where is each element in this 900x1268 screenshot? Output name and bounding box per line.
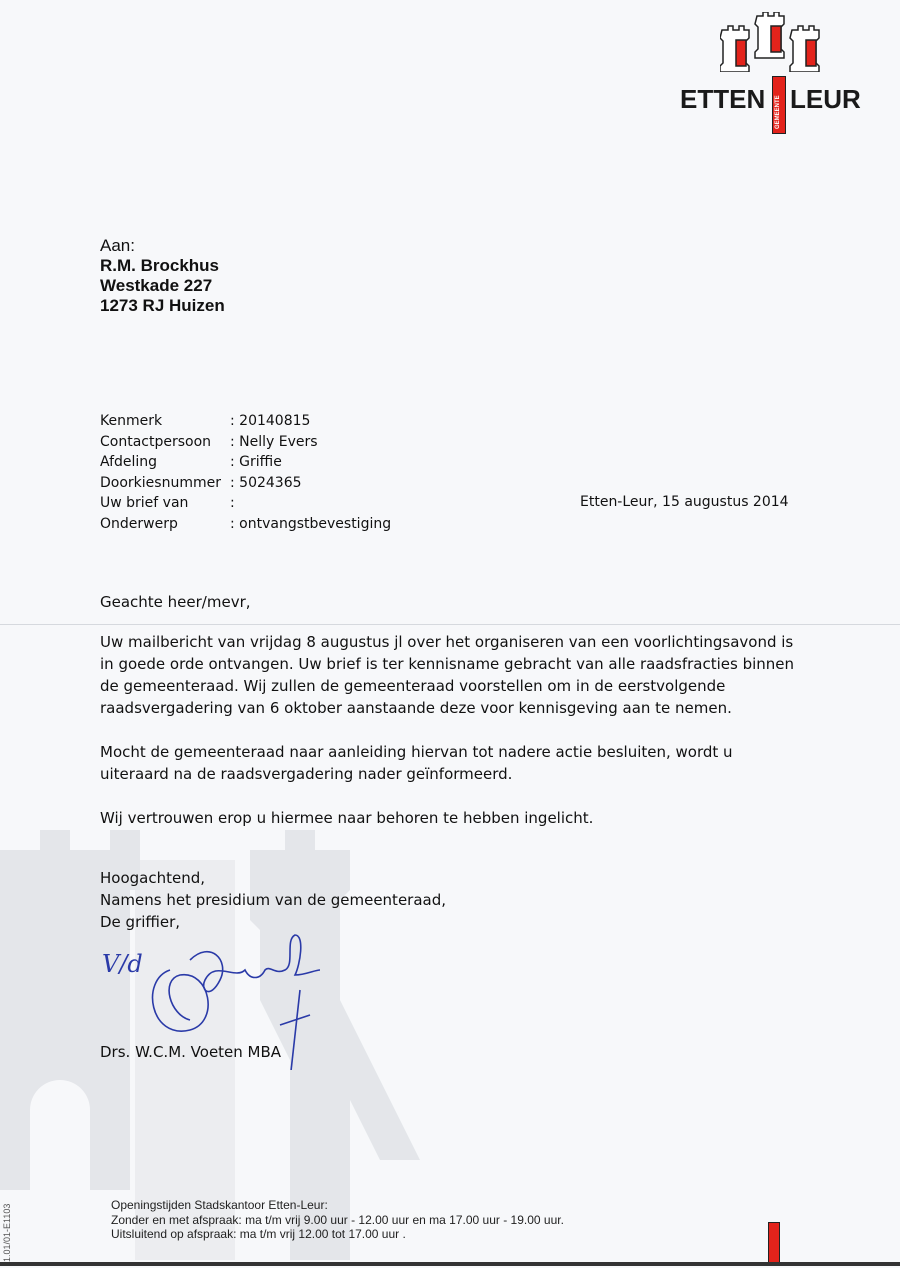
paragraph: Wij vertrouwen erop u hiermee naar behoren te hebben ingelicht. <box>100 809 594 827</box>
signatory-name: Drs. W.C.M. Voeten MBA <box>100 1043 282 1061</box>
meta-key: Uw brief van <box>100 495 189 511</box>
recipient-city: 1273 RJ Huizen <box>100 296 225 315</box>
paragraph: Uw mailbericht van vrijdag 8 augustus jl over het organiseren van een voorlichtingsavond is in goede orde ontvangen. Uw brief is ter kennisname gebracht van alle raadsfracties binnen de gemeenteraad. Wij zullen de gemeenteraad voorstellen om in de eerstvolgende raadsvergadering van 6 oktober aanstaande deze voor kennisgeving aan te nemen. <box>100 633 795 717</box>
closing-line: Hoogachtend, <box>100 869 206 887</box>
logo-red-bar <box>772 76 786 134</box>
logo-gemeente: GEMEENTE <box>775 95 781 129</box>
recipient-street: Westkade 227 <box>100 276 213 295</box>
meta-key: Contactpersoon <box>100 433 212 450</box>
footer-line: Zonder en met afspraak: ma t/m vrij 9.00 uur - 12.00 uur en ma 17.00 uur - 19.00 uur. <box>111 1212 564 1227</box>
opening-hours-footer <box>111 1198 564 1242</box>
meta-key: Afdeling <box>100 454 158 470</box>
recipient-address <box>100 236 225 316</box>
meta-row <box>100 452 391 473</box>
footer-red-marker <box>768 1222 780 1264</box>
footer-line: Openingstijden Stadskantoor Etten-Leur: <box>111 1198 328 1212</box>
salutation: Geachte heer/mevr, <box>100 593 251 611</box>
meta-value: : 20140815 <box>230 413 311 429</box>
meta-row <box>100 493 391 514</box>
footer-line: Uitsluitend op afspraak: ma t/m vrij 12.00 tot 17.00 uur . <box>111 1227 406 1241</box>
meta-value: : Griffie <box>230 454 282 470</box>
meta-key: Onderwerp <box>100 515 178 532</box>
meta-row <box>100 473 391 494</box>
closing-line: Namens het presidium van de gemeenteraad, <box>100 891 447 909</box>
meta-key: Doorkiesnummer <box>100 474 221 491</box>
letter-date: Etten-Leur, 15 augustus 2014 <box>580 494 789 510</box>
meta-value: : <box>230 495 235 511</box>
form-code: 1.01/01-E1103 <box>2 1203 12 1262</box>
meta-value: : ontvangstbevestiging <box>230 515 392 532</box>
etten-leur-logo <box>676 12 866 132</box>
castle-towers-icon <box>720 12 824 72</box>
meta-value: : Nelly Evers <box>230 433 318 450</box>
letter-body <box>100 591 800 933</box>
logo-etten: ETTEN <box>680 84 766 114</box>
meta-key: Kenmerk <box>100 413 163 429</box>
meta-value: : 5024365 <box>230 474 302 491</box>
reference-block <box>100 411 391 534</box>
page-bottom-edge <box>0 1262 900 1266</box>
recipient-label: Aan: <box>100 236 135 255</box>
paragraph: Mocht de gemeenteraad naar aanleiding hiervan tot nadere actie besluiten, wordt u uiteraard na de raadsvergadering nader geïnformeerd. <box>100 743 733 783</box>
meta-row <box>100 411 391 432</box>
meta-row <box>100 514 391 535</box>
closing-line: De griffier, <box>100 913 181 931</box>
meta-row <box>100 432 391 453</box>
recipient-name: R.M. Brockhus <box>100 256 220 275</box>
logo-leur: LEUR <box>790 84 861 114</box>
signature-prefix: V/d <box>102 950 143 978</box>
